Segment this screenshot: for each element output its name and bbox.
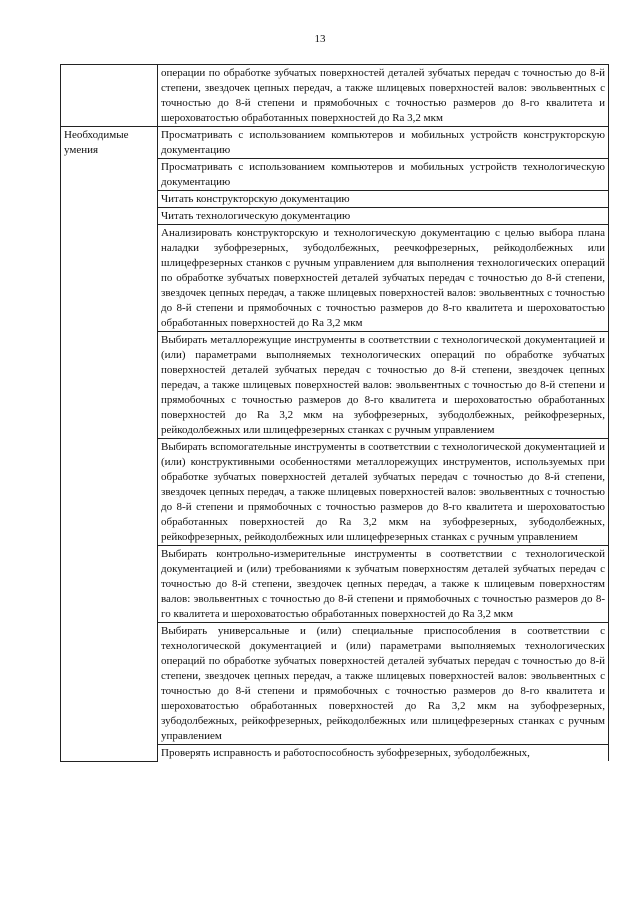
skill-item: Читать технологическую документацию [158,208,609,225]
continued-requirement-text: операции по обработке зубчатых поверхностей деталей зубчатых передач с точностью до 8-й степени, звездочек цепных передач, а также шлицевых поверхностей валов: эвольвентных с точностью до 8-й степени и прямобочных с точностью размеров до 8-го квалитета и шероховатостью обработанных поверхностей до Ra 3,2 мкм [158,65,609,127]
table-row [61,127,609,159]
skill-item: Выбирать вспомогательные инструменты в соответствии с технологической документацией и (или) конструктивными особенностями металлорежущих инструментов, используемых при обработке зубчатых поверхностей деталей зубчатых передач с точностью до 8-й степени, звездочек цепных передач, а также шлицевых поверхностей валов: эвольвентных с точностью до 8-й степени и прямобочных с точностью размеров до 8-го квалитета и шероховатостью обработанных поверхностей до Ra 3,2 мкм на зубофрезерных, зубодолбежных, рейкофрезерных, рейкодолбежных или шлицефрезерных станках с ручным управлением [158,439,609,546]
skill-item: Анализировать конструкторскую и технологическую документацию с целью выбора плана наладки зубофрезерных, зубодолбежных, реечкофрезерных, рейкодолбежных или шлицефрезерных станков с ручным управлением для выполнения технологических операций по обработке зубчатых поверхностей деталей зубчатых передач с точностью до 8-й степени, звездочек цепных передач, а также шлицевых поверхностей валов: эвольвентных с точностью до 8-й степени и прямобочных с точностью размеров до 8-го квалитета и шероховатостью обработанных поверхностей до Ra 3,2 мкм [158,225,609,332]
skill-item: Выбирать металлорежущие инструменты в соответствии с технологической документацией и (или) параметрами выполняемых технологических операций по обработке зубчатых поверхностей деталей зубчатых передач с точностью до 8-й степени, звездочек цепных передач, а также шлицевых поверхностей валов: эвольвентных с точностью до 8-й степени и прямобочных с точностью размеров до 8-го квалитета и шероховатостью обработанных поверхностей до Ra 3,2 мкм на зубофрезерных, зубодолбежных, рейкофрезерных, рейкодолбежных или шлицефрезерных станках с ручным управлением [158,332,609,439]
section-label-skills: Необходимые умения [61,127,158,762]
skill-item: Просматривать с использованием компьютеров и мобильных устройств технологическую документацию [158,159,609,191]
skill-item: Проверять исправность и работоспособность зубофрезерных, зубодолбежных, [158,745,609,762]
skill-item: Выбирать контрольно-измерительные инструменты в соответствии с технологической документацией и (или) требованиями к зубчатым поверхностям деталей зубчатых передач с точностью до 8-й степени, звездочек цепных передач, а также к шлицевым поверхностям валов: эвольвентных с точностью до 8-й степени и прямобочных с точностью размеров до 8-го квалитета и шероховатостью обработанных поверхностей до Ra 3,2 мкм [158,546,609,623]
skill-item: Читать конструкторскую документацию [158,191,609,208]
row-label-empty [61,65,158,127]
skill-item: Выбирать универсальные и (или) специальные приспособления в соответствии с технологической документацией и (или) параметрами выполняемых технологических операций по обработке зубчатых поверхностей деталей зубчатых передач с точностью до 8-й степени, звездочек цепных передач, а также шлицевых поверхностей валов: эвольвентных с точностью до 8-й степени и прямобочных с точностью размеров до 8-го квалитета и шероховатостью обработанных поверхностей до Ra 3,2 мкм на зубофрезерных, зубодолбежных, рейкофрезерных, рейкодолбежных или шлицефрезерных станках с ручным управлением [158,623,609,745]
requirements-table [60,64,609,762]
table-row [61,65,609,127]
page-number: 13 [314,33,326,45]
skill-item: Просматривать с использованием компьютеров и мобильных устройств конструкторскую документацию [158,127,609,159]
